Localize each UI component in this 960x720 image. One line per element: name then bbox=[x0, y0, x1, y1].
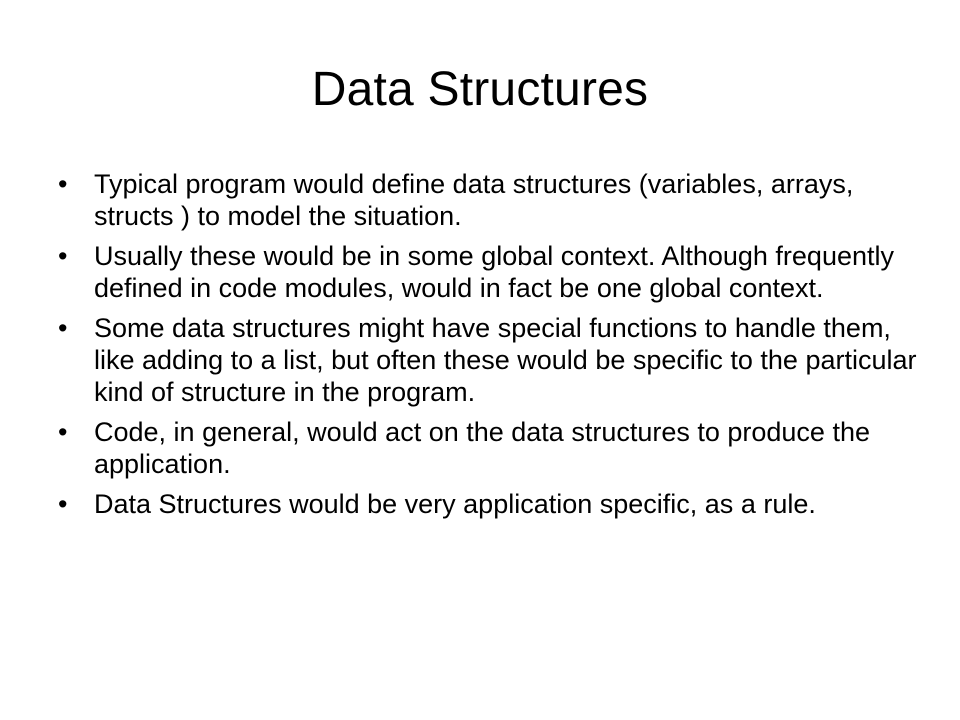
bullet-dot-icon: • bbox=[58, 169, 68, 199]
bullet-dot-icon: • bbox=[58, 241, 68, 271]
bullet-dot-icon: • bbox=[58, 489, 68, 519]
bullet-item bbox=[58, 488, 918, 520]
bullet-dot-icon: • bbox=[58, 313, 68, 343]
bullet-text: Some data structures might have special functions to handle them, like adding to a list, but often these would be specific to the particular kind of structure in the program. bbox=[94, 313, 917, 407]
bullet-text: Code, in general, would act on the data structures to produce the application. bbox=[94, 417, 870, 479]
bullet-dot-icon: • bbox=[58, 417, 68, 447]
bullet-item bbox=[58, 416, 918, 480]
bullet-item bbox=[58, 312, 918, 408]
bullet-item bbox=[58, 240, 918, 304]
bullet-text: Data Structures would be very application specific, as a rule. bbox=[94, 489, 816, 519]
bullet-item bbox=[58, 168, 918, 232]
bullet-text: Usually these would be in some global context. Although frequently defined in code modules, would in fact be one global context. bbox=[94, 241, 894, 303]
slide-title: Data Structures bbox=[311, 63, 649, 116]
bullet-text: Typical program would define data structures (variables, arrays, structs ) to model the situation. bbox=[94, 169, 854, 231]
bullet-list bbox=[58, 168, 918, 528]
